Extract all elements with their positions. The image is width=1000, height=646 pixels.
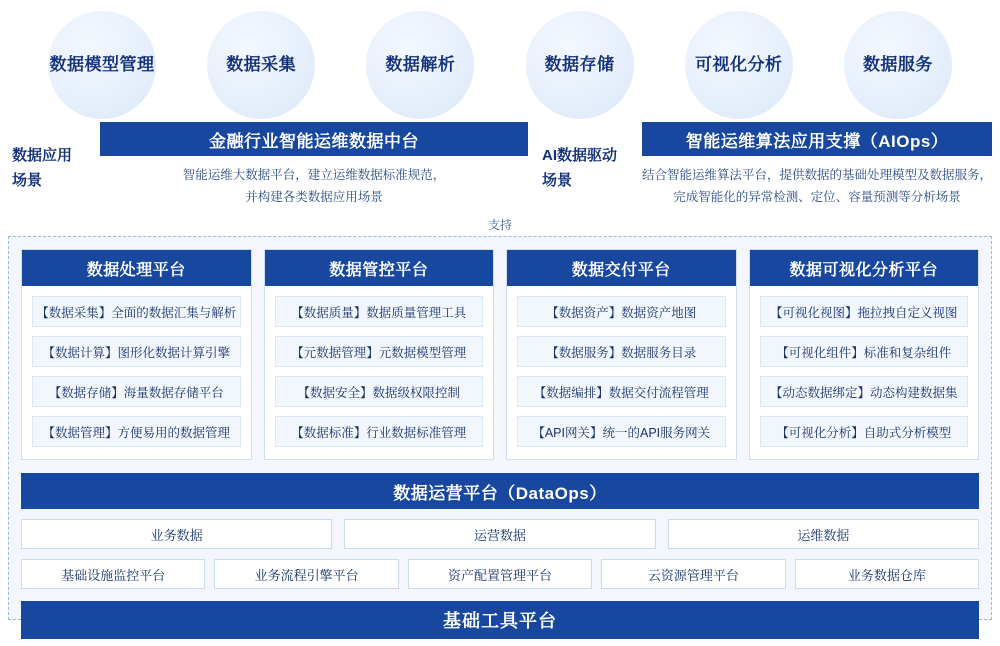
data-category-maintenance[interactable]: 运维数据: [668, 519, 979, 549]
data-source-row: [21, 559, 979, 589]
platform-column-items: [507, 286, 736, 459]
data-source-business-data-warehouse[interactable]: 业务数据仓库: [795, 559, 979, 589]
platform-item[interactable]: 【数据资产】数据资产地图: [517, 296, 726, 327]
dataops-platform-bar[interactable]: 数据运营平台（DataOps）: [21, 473, 979, 509]
scenario-side-label-line1: 数据应用: [12, 146, 73, 164]
platform-item[interactable]: 【API网关】统一的API服务网关: [517, 416, 726, 447]
capability-circle-data-collection[interactable]: [207, 11, 315, 119]
capability-circle-label: 数据存储: [544, 54, 615, 74]
platform-item[interactable]: 【数据服务】数据服务目录: [517, 336, 726, 367]
data-source-business-process-engine[interactable]: 业务流程引擎平台: [214, 559, 398, 589]
platform-column-items: [265, 286, 494, 459]
scenario-desc-line1: 结合智能运维算法平台，提供数据的基础处理模型及数据服务，: [642, 168, 993, 183]
platform-item[interactable]: 【数据编排】数据交付流程管理: [517, 376, 726, 407]
platform-item[interactable]: 【可视化组件】标准和复杂组件: [760, 336, 969, 367]
platform-column-title[interactable]: 数据处理平台: [22, 250, 251, 286]
platform-item[interactable]: 【数据安全】数据级权限控制: [275, 376, 484, 407]
platform-column-items: [22, 286, 251, 459]
platform-item[interactable]: 【动态数据绑定】动态构建数据集: [760, 376, 969, 407]
support-connector: [0, 214, 1000, 236]
platform-container: [8, 236, 992, 631]
scenario-body-data-application: [100, 122, 528, 214]
scenario-side-label-data-application: [8, 122, 100, 214]
platform-column-title[interactable]: 数据可视化分析平台: [750, 250, 979, 286]
platform-column-data-processing: [21, 249, 252, 460]
scenario-side-label-line2: 场景: [542, 172, 573, 189]
capability-circle-label: 数据服务: [862, 54, 933, 74]
scenario-body-ai-data-driven: [642, 122, 992, 214]
platform-item[interactable]: 【数据计算】图形化数据计算引擎: [32, 336, 241, 367]
data-category-row: [21, 519, 979, 549]
platform-item[interactable]: 【数据标准】行业数据标准管理: [275, 416, 484, 447]
scenario-title-finance-aiops-data-platform[interactable]: 金融行业智能运维数据中台: [100, 122, 528, 156]
base-tool-platform-bar[interactable]: 基础工具平台: [21, 601, 979, 639]
data-category-operations[interactable]: 运营数据: [344, 519, 655, 549]
platform-item[interactable]: 【数据存储】海量数据存储平台: [32, 376, 241, 407]
data-source-cloud-resource-management[interactable]: 云资源管理平台: [601, 559, 785, 589]
data-category-business[interactable]: 业务数据: [21, 519, 332, 549]
scenario-group-ai-data-driven: [538, 122, 992, 214]
platform-item[interactable]: 【数据采集】全面的数据汇集与解析: [32, 296, 241, 327]
scenario-desc-line2: 并构建各类数据应用场景: [245, 190, 383, 204]
capability-circle-data-storage[interactable]: [526, 11, 634, 119]
capability-circle-label: 可视化分析: [695, 54, 783, 74]
capability-circle-label: 数据模型管理: [49, 54, 155, 74]
data-source-infrastructure-monitoring[interactable]: 基础设施监控平台: [21, 559, 205, 589]
scenario-side-label-line1: AI数据驱动: [542, 146, 618, 164]
capability-circle-visual-analysis[interactable]: [685, 11, 793, 119]
capability-circle-data-model-management[interactable]: [48, 11, 156, 119]
platform-item[interactable]: 【可视化视图】拖拉拽自定义视图: [760, 296, 969, 327]
data-source-asset-config-management[interactable]: 资产配置管理平台: [408, 559, 592, 589]
platform-column-title[interactable]: 数据管控平台: [265, 250, 494, 286]
scenario-description-ai-data-driven: [642, 156, 992, 214]
scenario-title-aiops-algorithm-support[interactable]: 智能运维算法应用支撑（AIOps）: [642, 122, 992, 156]
scenario-desc-line2: 完成智能化的异常检测、定位、容量预测等分析场景: [673, 190, 961, 204]
scenario-side-label-line2: 场景: [12, 172, 43, 189]
support-connector-label: 支持: [482, 218, 518, 232]
platform-columns: [21, 249, 979, 460]
platform-column-data-delivery: [506, 249, 737, 460]
scenario-band: [0, 122, 1000, 214]
platform-column-data-visualization: [749, 249, 980, 460]
platform-item[interactable]: 【数据质量】数据质量管理工具: [275, 296, 484, 327]
platform-item[interactable]: 【可视化分析】自助式分析模型: [760, 416, 969, 447]
capability-circle-data-service[interactable]: [844, 11, 952, 119]
scenario-side-label-ai-data-driven: [538, 122, 642, 214]
capability-circle-label: 数据解析: [385, 54, 456, 74]
platform-item[interactable]: 【数据管理】方便易用的数据管理: [32, 416, 241, 447]
capability-circle-data-parsing[interactable]: [366, 11, 474, 119]
platform-column-data-governance: [264, 249, 495, 460]
platform-column-title[interactable]: 数据交付平台: [507, 250, 736, 286]
capability-circles-row: [0, 0, 1000, 122]
scenario-description-data-application: [100, 156, 528, 214]
platform-column-items: [750, 286, 979, 459]
scenario-group-data-application: [8, 122, 528, 214]
platform-item[interactable]: 【元数据管理】元数据模型管理: [275, 336, 484, 367]
scenario-desc-line1: 智能运维大数据平台，建立运维数据标准规范，: [182, 168, 446, 183]
capability-circle-label: 数据采集: [226, 54, 297, 74]
